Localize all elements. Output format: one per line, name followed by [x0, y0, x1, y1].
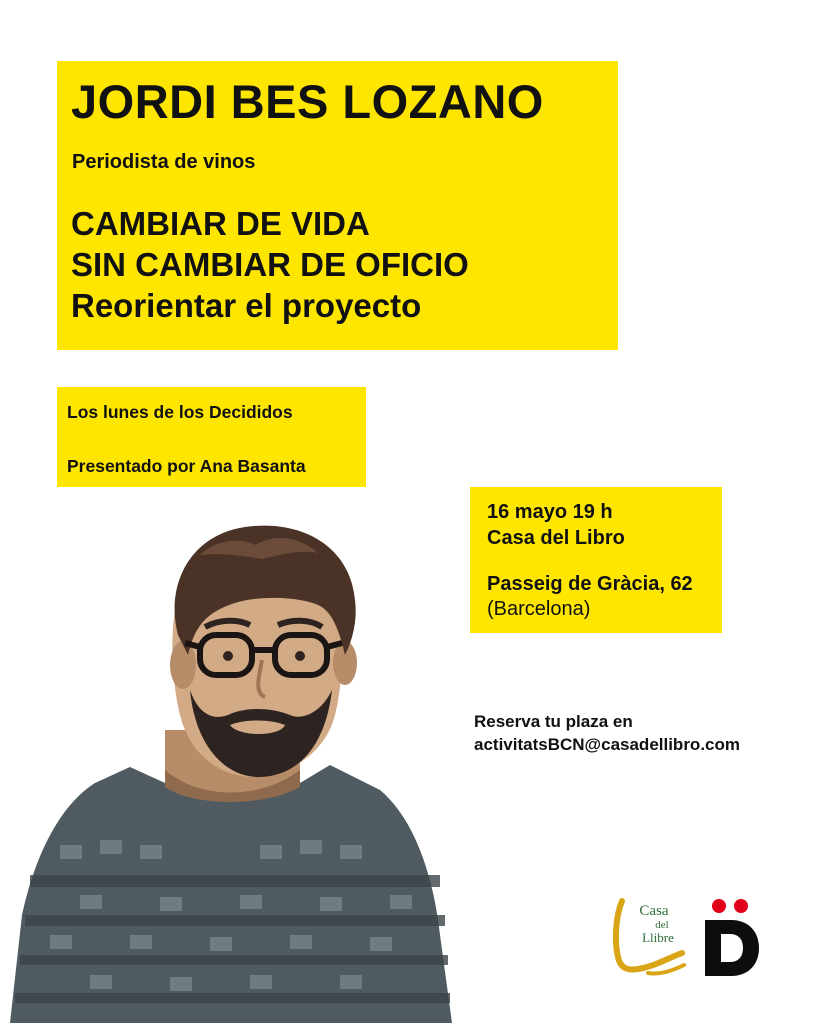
- event-date-time: 16 mayo 19 h: [487, 501, 613, 523]
- series-name: Los lunes de los Decididos: [67, 402, 293, 422]
- decididos-logo: [703, 898, 759, 976]
- talk-subtitle: Reorientar el proyecto: [71, 287, 422, 324]
- event-address: Passeig de Gràcia, 62: [487, 573, 693, 595]
- casa-del-llibre-logo: [608, 895, 690, 980]
- casa-logo-text-3: Llibre: [642, 930, 674, 945]
- event-details-box: [470, 487, 722, 633]
- event-city: (Barcelona): [487, 598, 591, 620]
- speaker-role: Periodista de vinos: [72, 151, 256, 173]
- presenter: Presentado por Ana Basanta: [67, 456, 306, 476]
- series-box: [57, 387, 366, 487]
- reservation-info: [474, 710, 740, 756]
- header-box: [57, 61, 618, 350]
- casa-logo-text-2: del: [655, 919, 669, 931]
- talk-title: [71, 203, 469, 326]
- talk-title-line-1: CAMBIAR DE VIDA: [71, 205, 370, 242]
- talk-title-line-2: SIN CAMBIAR DE OFICIO: [71, 246, 469, 283]
- speaker-name: JORDI BES LOZANO: [71, 75, 544, 128]
- speaker-portrait: [0, 515, 460, 1023]
- reservation-label: Reserva tu plaza en: [474, 712, 633, 731]
- casa-logo-text-1: Casa: [639, 903, 669, 919]
- event-venue: Casa del Libro: [487, 527, 625, 549]
- reservation-email[interactable]: activitatsBCN@casadellibro.com: [474, 735, 740, 754]
